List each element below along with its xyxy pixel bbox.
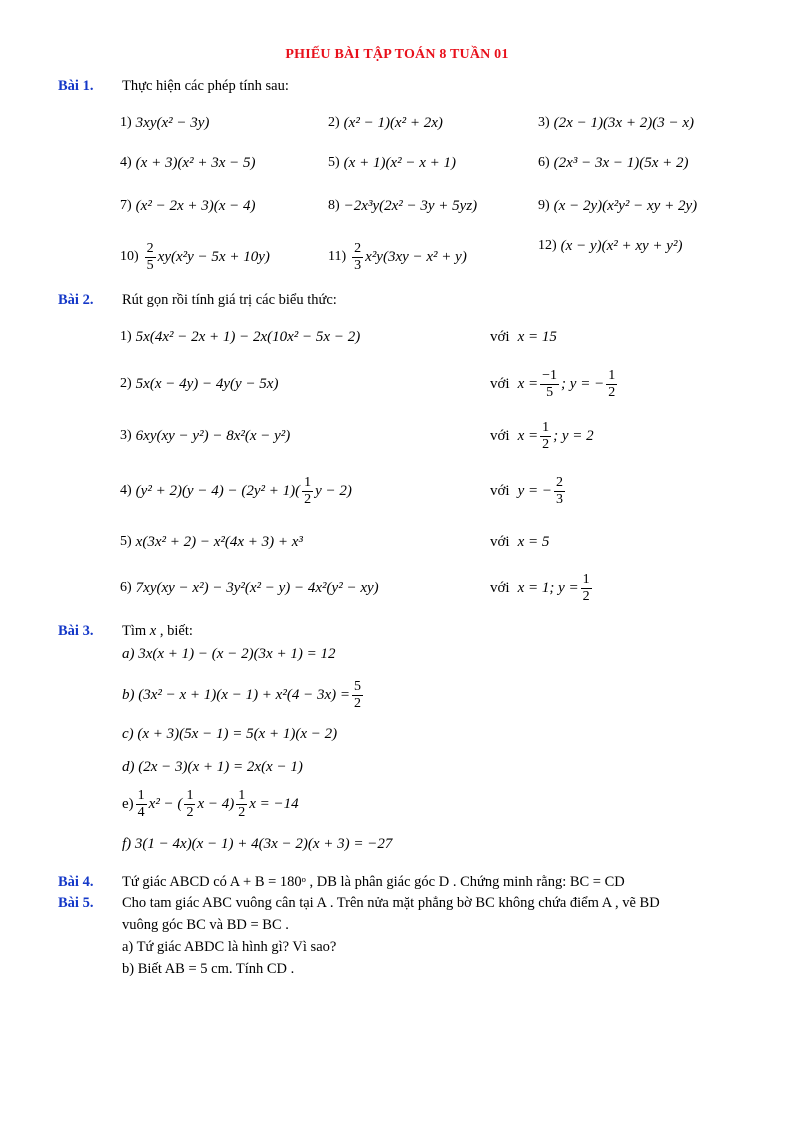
bai2-item: 6) 7xy(xy − x²) − 3y²(x² − y) − 4x²(y² − xy) — [120, 579, 379, 596]
bai5-item-a: a) Tứ giác ABDC là hình gì? Vì sao? — [122, 939, 337, 955]
bai2-condition: với x = 1; y = $\frac{1}{2}$ — [490, 572, 590, 604]
bai1-item: 1) 3xy(x² − 3y) — [120, 114, 210, 131]
bai4-label: Bài 4. — [58, 874, 94, 890]
bai4-text: Tứ giác ABCD có A + B = 180ᵒ , DB là phân giác góc D . Chứng minh rằng: BC = CD — [122, 874, 625, 890]
bai1-item: 2) (x² − 1)(x² + 2x) — [328, 114, 443, 131]
bai1-label: Bài 1. — [58, 78, 94, 94]
bai2-item: 4) (y² + 2)(y − 4) − (2y² + 1)( $\frac{1}{2}$ y − 2) — [120, 475, 352, 507]
bai2-item: 2) 5x(x − 4y) − 4y(y − 5x) — [120, 375, 279, 392]
page-title: PHIẾU BÀI TẬP TOÁN 8 TUẦN 01 — [285, 47, 509, 62]
bai5-line1: Cho tam giác ABC vuông cân tại A . Trên nửa mặt phẳng bờ BC không chứa điểm A , vẽ BD — [122, 895, 660, 911]
bai3-label: Bài 3. — [58, 623, 94, 639]
bai3-item-c: c) (x + 3)(5x − 1) = 5(x + 1)(x − 2) — [122, 725, 338, 742]
bai2-condition: với x = $\frac{-1}{5}$ ; y = − $\frac{1}{2}$ — [490, 368, 616, 400]
bai3-item-b: b) (3x² − x + 1)(x − 1) + x²(4 − 3x) = $\frac{5}{2}$ — [122, 679, 361, 711]
bai2-item: 1) 5x(4x² − 2x + 1) − 2x(10x² − 5x − 2) — [120, 328, 361, 345]
bai1-item: 5) (x + 1)(x² − x + 1) — [328, 154, 456, 171]
bai3-item-a: a) 3x(x + 1) − (x − 2)(3x + 1) = 12 — [122, 645, 336, 662]
bai1-item: 10) $\frac{2}{5}$ xy(x²y − 5x + 10y) — [120, 241, 270, 273]
bai1-item: 6) (2x³ − 3x − 1)(5x + 2) — [538, 154, 689, 171]
bai1-item: 4) (x + 3)(x² + 3x − 5) — [120, 154, 256, 171]
bai3-desc: Tìm x , biết: — [122, 623, 193, 639]
bai1-item: 11) $\frac{2}{3}$ x²y(3xy − x² + y) — [328, 241, 467, 273]
bai5-line2: vuông góc BC và BD = BC . — [122, 917, 289, 933]
bai2-condition: với y = − $\frac{2}{3}$ — [490, 475, 564, 507]
bai1-item: 3) (2x − 1)(3x + 2)(3 − x) — [538, 114, 694, 131]
bai2-item: 3) 6xy(xy − y²) − 8x²(x − y²) — [120, 427, 291, 444]
bai5-item-b: b) Biết AB = 5 cm. Tính CD . — [122, 961, 295, 977]
bai2-condition: với x = 5 — [490, 533, 550, 550]
bai5-label: Bài 5. — [58, 895, 94, 911]
bai1-item: 12) (x − y)(x² + xy + y²) — [538, 237, 683, 254]
bai3-item-f: f) 3(1 − 4x)(x − 1) + 4(3x − 2)(x + 3) = −27 — [122, 835, 393, 852]
bai1-item: 7) (x² − 2x + 3)(x − 4) — [120, 197, 256, 214]
bai2-label: Bài 2. — [58, 292, 94, 308]
bai1-desc: Thực hiện các phép tính sau: — [122, 78, 289, 94]
bai1-item: 9) (x − 2y)(x²y² − xy + 2y) — [538, 197, 698, 214]
bai3-item-e: e) $\frac{1}{4}$ x² − ( $\frac{1}{2}$ x − 4) $\frac{1}{2}$ x = −14 — [122, 788, 299, 820]
bai3-item-d: d) (2x − 3)(x + 1) = 2x(x − 1) — [122, 758, 303, 775]
bai2-condition: với x = 15 — [490, 328, 557, 345]
bai1-item: 8) −2x³y(2x² − 3y + 5yz) — [328, 197, 478, 214]
bai2-condition: với x = $\frac{1}{2}$ ; y = 2 — [490, 420, 594, 452]
bai2-item: 5) x(3x² + 2) − x²(4x + 3) + x³ — [120, 533, 303, 550]
bai2-desc: Rút gọn rồi tính giá trị các biểu thức: — [122, 292, 337, 308]
